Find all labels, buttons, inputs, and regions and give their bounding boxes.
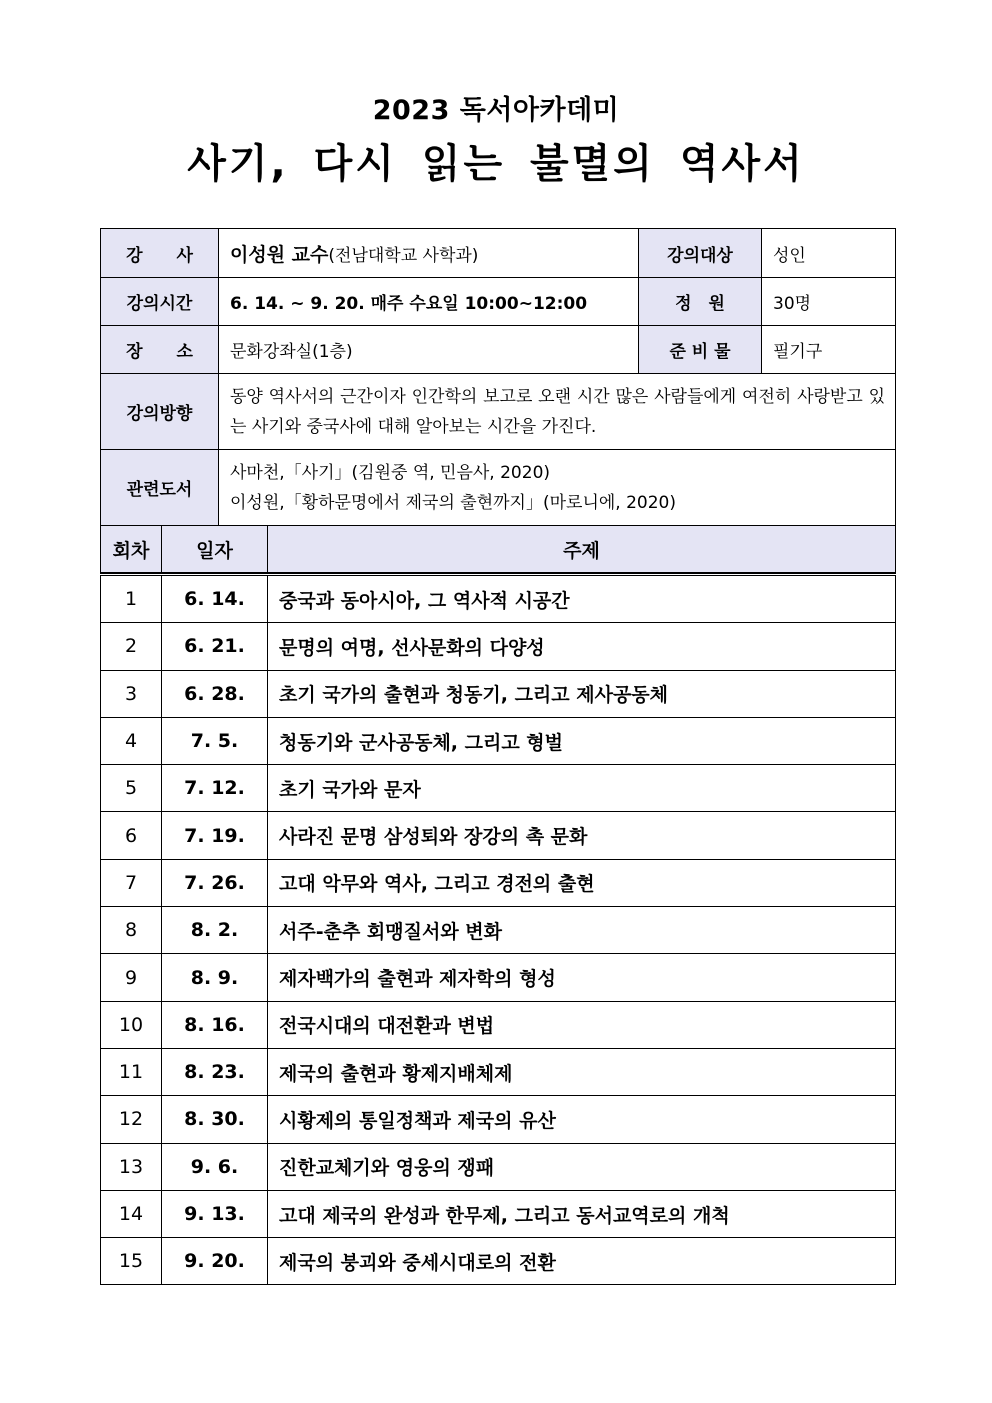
place-value: 문화강좌실(1층)	[219, 326, 639, 374]
round-cell: 15	[101, 1238, 162, 1285]
instructor-value	[219, 229, 639, 278]
schedule-table	[100, 573, 896, 1285]
schedule-body	[101, 575, 896, 1285]
date-cell: 8. 9.	[162, 954, 268, 1001]
info-row-time	[101, 278, 896, 326]
time-label: 강의시간	[101, 278, 219, 326]
direction-value: 동양 역사서의 근간이자 인간학의 보고로 오랜 시간 많은 사람들에게 여전히 사랑받고 있는 사기와 중국사에 대해 알아보는 시간을 가진다.	[219, 374, 896, 450]
info-row-books	[101, 450, 896, 526]
topic-cell: 제국의 출현과 황제지배체제	[268, 1048, 896, 1095]
table-row	[101, 954, 896, 1001]
round-cell: 12	[101, 1096, 162, 1143]
book-item-2: 이성원,「황하문명에서 제국의 출현까지」(마로니에, 2020)	[230, 492, 676, 513]
table-row	[101, 812, 896, 859]
info-row-instructor	[101, 229, 896, 278]
round-cell: 13	[101, 1143, 162, 1190]
date-cell: 6. 28.	[162, 670, 268, 717]
table-row	[101, 1190, 896, 1237]
header-date: 일자	[162, 526, 268, 573]
info-row-direction	[101, 374, 896, 450]
table-row	[101, 1001, 896, 1048]
time-value: 6. 14. ~ 9. 20. 매주 수요일 10:00~12:00	[219, 278, 639, 326]
table-row	[101, 907, 896, 954]
info-row-place	[101, 326, 896, 374]
round-cell: 3	[101, 670, 162, 717]
table-row	[101, 1096, 896, 1143]
date-cell: 9. 13.	[162, 1190, 268, 1237]
topic-cell: 진한교체기와 영웅의 쟁패	[268, 1143, 896, 1190]
date-cell: 8. 2.	[162, 907, 268, 954]
table-row	[101, 1238, 896, 1285]
target-value: 성인	[762, 229, 896, 278]
topic-cell: 초기 국가의 출현과 청동기, 그리고 제사공동체	[268, 670, 896, 717]
topic-cell: 중국과 동아시아, 그 역사적 시공간	[268, 575, 896, 623]
table-row	[101, 717, 896, 764]
table-row	[101, 1143, 896, 1190]
topic-cell: 청동기와 군사공동체, 그리고 형벌	[268, 717, 896, 764]
header-round: 회차	[101, 526, 162, 573]
round-cell: 6	[101, 812, 162, 859]
round-cell: 4	[101, 717, 162, 764]
date-cell: 9. 6.	[162, 1143, 268, 1190]
date-cell: 9. 20.	[162, 1238, 268, 1285]
place-label: 장 소	[101, 326, 219, 374]
date-cell: 7. 26.	[162, 859, 268, 906]
schedule-header-row	[101, 526, 896, 573]
document-title: 사기, 다시 읽는 불멸의 역사서	[187, 141, 805, 187]
capacity-value: 30명	[762, 278, 896, 326]
supplies-label: 준 비 물	[639, 326, 762, 374]
table-row	[101, 1048, 896, 1095]
round-cell: 1	[101, 575, 162, 623]
instructor-name: 이성원 교수	[230, 243, 329, 266]
info-table	[100, 228, 896, 526]
table-row	[101, 623, 896, 670]
books-label: 관련도서	[101, 450, 219, 526]
target-label: 강의대상	[639, 229, 762, 278]
topic-cell: 제국의 붕괴와 중세시대로의 전환	[268, 1238, 896, 1285]
header-topic: 주제	[268, 526, 896, 573]
topic-cell: 제자백가의 출현과 제자학의 형성	[268, 954, 896, 1001]
document-subtitle: 2023 독서아카데미	[372, 95, 620, 126]
date-cell: 6. 21.	[162, 623, 268, 670]
table-row	[101, 670, 896, 717]
topic-cell: 시황제의 통일정책과 제국의 유산	[268, 1096, 896, 1143]
direction-label: 강의방향	[101, 374, 219, 450]
topic-cell: 문명의 여명, 선사문화의 다양성	[268, 623, 896, 670]
topic-cell: 초기 국가와 문자	[268, 765, 896, 812]
round-cell: 11	[101, 1048, 162, 1095]
round-cell: 14	[101, 1190, 162, 1237]
round-cell: 10	[101, 1001, 162, 1048]
date-cell: 6. 14.	[162, 575, 268, 623]
book-item-1: 사마천,「사기」(김원중 역, 민음사, 2020)	[230, 462, 551, 483]
topic-cell: 고대 제국의 완성과 한무제, 그리고 동서교역로의 개척	[268, 1190, 896, 1237]
date-cell: 8. 16.	[162, 1001, 268, 1048]
table-row	[101, 859, 896, 906]
books-value	[219, 450, 896, 526]
date-cell: 7. 12.	[162, 765, 268, 812]
table-row	[101, 765, 896, 812]
round-cell: 9	[101, 954, 162, 1001]
date-cell: 8. 23.	[162, 1048, 268, 1095]
topic-cell: 사라진 문명 삼성퇴와 장강의 촉 문화	[268, 812, 896, 859]
round-cell: 5	[101, 765, 162, 812]
table-row	[101, 575, 896, 623]
round-cell: 8	[101, 907, 162, 954]
instructor-label: 강 사	[101, 229, 219, 278]
capacity-label: 정 원	[639, 278, 762, 326]
supplies-value: 필기구	[762, 326, 896, 374]
topic-cell: 전국시대의 대전환과 변법	[268, 1001, 896, 1048]
instructor-affiliation: (전남대학교 사학과)	[328, 245, 479, 266]
round-cell: 7	[101, 859, 162, 906]
date-cell: 7. 5.	[162, 717, 268, 764]
date-cell: 8. 30.	[162, 1096, 268, 1143]
round-cell: 2	[101, 623, 162, 670]
topic-cell: 고대 악무와 역사, 그리고 경전의 출현	[268, 859, 896, 906]
topic-cell: 서주-춘추 회맹질서와 변화	[268, 907, 896, 954]
date-cell: 7. 19.	[162, 812, 268, 859]
schedule-header	[100, 525, 896, 573]
